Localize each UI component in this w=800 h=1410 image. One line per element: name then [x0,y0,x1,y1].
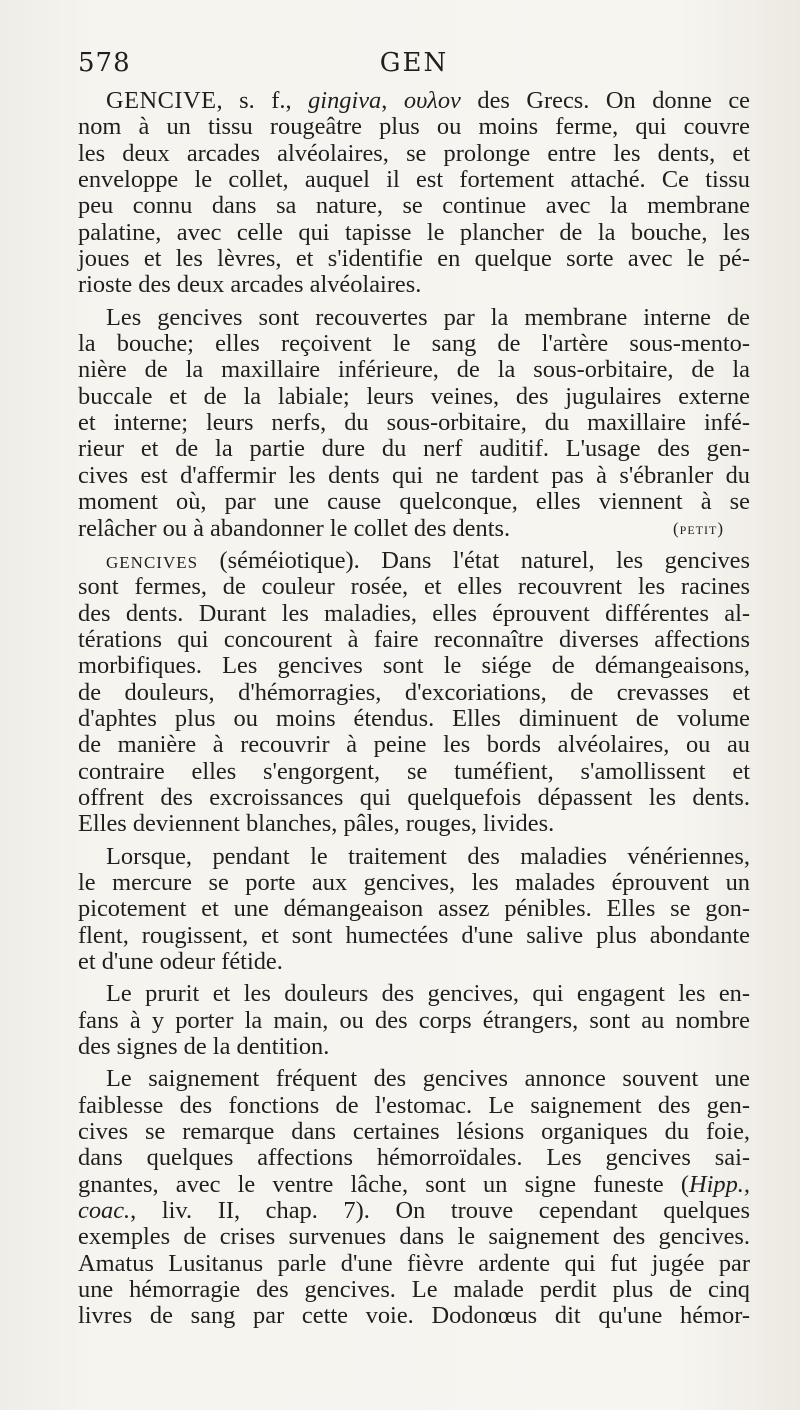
paragraph-mercure [78,844,750,976]
headword: gencives [106,546,199,574]
text-line: et interne; leurs nerfs, du sous-orbitaire, du maxillaire infé- [78,409,750,437]
text-line: la bouche; elles reçoivent le sang de l'artère sous-mento- [78,330,750,358]
text-line: Le prurit et les douleurs des gencives, qui engagent les en- [106,980,750,1008]
text-line: palatine, avec celle qui tapisse le plancher de la bouche, les [78,218,750,246]
citation: Hipp., [689,1170,750,1198]
text-line: gnantes, avec le ventre lâche, sont un signe funeste (Hipp., [78,1170,750,1198]
paragraph-saignement [78,1066,750,1329]
text-line: rioste des deux arcades alvéolaires. [78,271,422,299]
text-line: sont fermes, de couleur rosée, et elles recouvrent les racines [78,573,750,601]
latin-term: gingiva [308,87,382,114]
text-line: rieur et de la partie dure du nerf auditif. L'usage des gen- [78,435,750,463]
text-line: gencives (séméiotique). Dans l'état naturel, les gencives [106,546,750,574]
text-line: peu connu dans sa nature, se continue avec la membrane [78,192,750,220]
text-line: des dents. Durant les maladies, elles éprouvent différentes al- [78,599,750,627]
text-line: Les gencives sont recouvertes par la membrane interne de [106,303,750,331]
text-line: Le saignement fréquent des gencives annonce souvent une [106,1065,750,1093]
page-header [78,48,750,84]
dictionary-text [78,88,750,1336]
text-line: flent, rougissent, et sont humectées d'une salive plus abondante [78,921,750,949]
text-line: le mercure se porte aux gencives, les malades éprouvent un [78,868,750,896]
text-line: Amatus Lusitanus parle d'une fièvre ardente qui fut jugée par [78,1249,750,1277]
paragraph-anatomy [78,305,750,542]
text-line: térations qui concourent à faire reconnaître diverses affections [78,625,750,653]
text-line: enveloppe le collet, auquel il est fortement attaché. Ce tissu [78,166,750,194]
greek-term: ουλον [403,87,461,114]
text-line: faiblesse des fonctions de l'estomac. Le saignement des gen- [78,1091,750,1119]
text-line: des signes de la dentition. [78,1033,330,1061]
text-line: les deux arcades alvéolaires, se prolonge entre les dents, et [78,139,750,167]
text-line: une hémorragie des gencives. Le malade perdit plus de cinq [78,1276,750,1304]
page-number: 578 [78,48,131,78]
text-line: dans quelques affections hémorroïdales. Les gencives sai- [78,1144,750,1172]
text-line: relâcher ou à abandonner le collet des dents. (petit) [78,514,724,542]
text-line: fans à y porter la main, ou des corps étrangers, sont au nombre [78,1006,750,1034]
text-line: d'aphtes plus ou moins étendus. Elles diminuent de volume [78,704,750,732]
text-line: contraire elles s'engorgent, se tuméfient, s'amollissent et [78,757,750,785]
entry-gencive [78,88,750,299]
paragraph-dentition [78,981,750,1060]
running-head: GEN [379,48,449,78]
headword: GENCIVE [106,87,217,114]
text-line: livres de sang par cette voie. Dodonœus dit qu'une hémor- [78,1302,750,1330]
text-line: de douleurs, d'hémorragies, d'excoriations, de crevasses et [78,678,750,706]
text-line: de manière à recouvrir à peine les bords alvéolaires, ou au [78,731,750,759]
text-line: picotement et une démangeaison assez pénibles. Elles se gon- [78,895,750,923]
text-line: Elles deviennent blanches, pâles, rouges, livides. [78,810,555,838]
text-line: nière de la maxillaire inférieure, de la sous-orbitaire, de la [78,356,750,384]
text-line: exemples de crises survenues dans le saignement des gencives. [78,1223,750,1251]
author-signature: (petit) [673,518,724,538]
text-line: cives est d'affermir les dents qui ne tardent pas à s'ébranler du [78,461,750,489]
citation: coac. [78,1197,131,1225]
text-line: buccale et de la labiale; leurs veines, des jugulaires externe [78,382,750,410]
text-line: Lorsque, pendant le traitement des maladies vénériennes, [106,842,750,870]
text-line: coac., liv. II, chap. 7). On trouve cependant quelques [78,1197,750,1225]
text-line: moment où, par une cause quelconque, elles viennent à se [78,488,750,516]
entry-gencives-semeiotique [78,548,750,838]
text-line: et d'une odeur fétide. [78,948,283,975]
text-line: joues et les lèvres, et s'identifie en quelque sorte avec le pé- [78,245,750,273]
text-line: offrent des excroissances qui quelquefois dépassent les dents. [78,783,750,811]
text-line: nom à un tissu rougeâtre plus ou moins ferme, qui couvre [78,113,750,141]
text-line: cives se remarque dans certaines lésions organiques du foie, [78,1118,750,1146]
text-line: morbifiques. Les gencives sont le siége de démangeaisons, [78,652,750,680]
text-line: GENCIVE, s. f., gingiva, ουλον des Grecs. On donne ce [106,87,751,114]
